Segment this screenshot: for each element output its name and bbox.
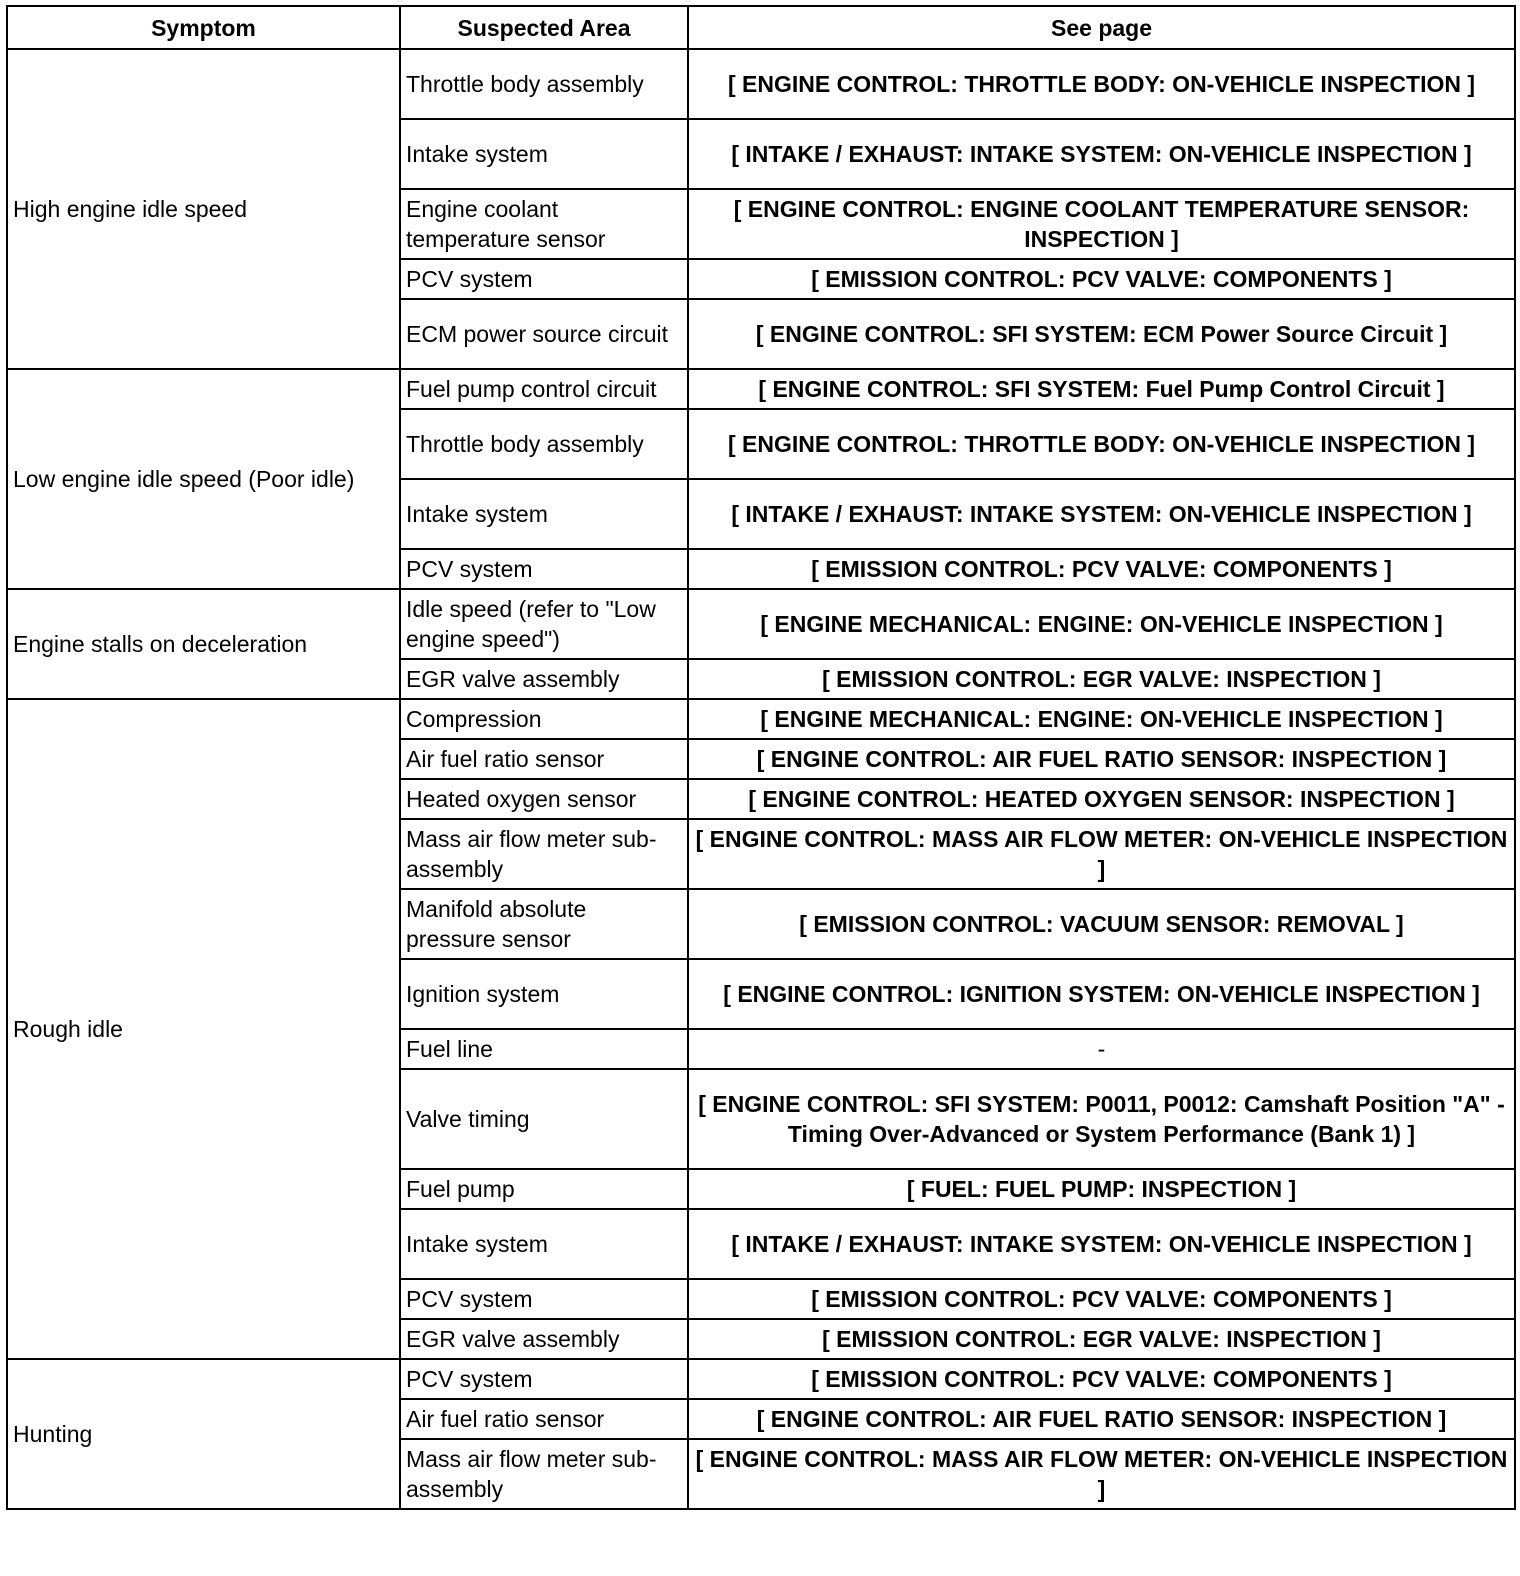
suspected-area-cell: EGR valve assembly <box>400 659 688 699</box>
header-symptom: Symptom <box>7 6 400 49</box>
suspected-area-cell: Air fuel ratio sensor <box>400 1399 688 1439</box>
table-row <box>7 699 1515 739</box>
see-page-link[interactable]: [ ENGINE CONTROL: MASS AIR FLOW METER: ON-VEHICLE INSPECTION ] <box>688 819 1515 889</box>
suspected-area-cell: Throttle body assembly <box>400 49 688 119</box>
suspected-area-cell: Intake system <box>400 479 688 549</box>
see-page-link[interactable]: [ FUEL: FUEL PUMP: INSPECTION ] <box>688 1169 1515 1209</box>
troubleshooting-table <box>6 5 1516 1510</box>
see-page-link[interactable]: [ INTAKE / EXHAUST: INTAKE SYSTEM: ON-VEHICLE INSPECTION ] <box>688 119 1515 189</box>
symptom-cell: High engine idle speed <box>7 49 400 369</box>
header-see-page: See page <box>688 6 1515 49</box>
see-page-link[interactable]: [ ENGINE CONTROL: AIR FUEL RATIO SENSOR: INSPECTION ] <box>688 1399 1515 1439</box>
symptom-cell: Engine stalls on deceleration <box>7 589 400 699</box>
suspected-area-cell: Idle speed (refer to "Low engine speed") <box>400 589 688 659</box>
table-row <box>7 369 1515 409</box>
suspected-area-cell: Mass air flow meter sub-assembly <box>400 1439 688 1509</box>
see-page-link[interactable]: [ INTAKE / EXHAUST: INTAKE SYSTEM: ON-VEHICLE INSPECTION ] <box>688 479 1515 549</box>
suspected-area-cell: Throttle body assembly <box>400 409 688 479</box>
table-row <box>7 49 1515 119</box>
suspected-area-cell: Ignition system <box>400 959 688 1029</box>
suspected-area-cell: Manifold absolute pressure sensor <box>400 889 688 959</box>
see-page-link[interactable]: [ ENGINE CONTROL: SFI SYSTEM: Fuel Pump Control Circuit ] <box>688 369 1515 409</box>
suspected-area-cell: Air fuel ratio sensor <box>400 739 688 779</box>
see-page-link[interactable]: [ ENGINE MECHANICAL: ENGINE: ON-VEHICLE INSPECTION ] <box>688 699 1515 739</box>
see-page-link[interactable]: [ INTAKE / EXHAUST: INTAKE SYSTEM: ON-VEHICLE INSPECTION ] <box>688 1209 1515 1279</box>
suspected-area-cell: Fuel line <box>400 1029 688 1069</box>
suspected-area-cell: ECM power source circuit <box>400 299 688 369</box>
suspected-area-cell: PCV system <box>400 1359 688 1399</box>
see-page-link[interactable]: [ ENGINE MECHANICAL: ENGINE: ON-VEHICLE INSPECTION ] <box>688 589 1515 659</box>
see-page-link[interactable]: [ ENGINE CONTROL: AIR FUEL RATIO SENSOR: INSPECTION ] <box>688 739 1515 779</box>
suspected-area-cell: Fuel pump control circuit <box>400 369 688 409</box>
suspected-area-cell: PCV system <box>400 549 688 589</box>
suspected-area-cell: Fuel pump <box>400 1169 688 1209</box>
see-page-link[interactable]: [ ENGINE CONTROL: THROTTLE BODY: ON-VEHICLE INSPECTION ] <box>688 49 1515 119</box>
suspected-area-cell: Valve timing <box>400 1069 688 1169</box>
see-page-link[interactable]: [ ENGINE CONTROL: MASS AIR FLOW METER: ON-VEHICLE INSPECTION ] <box>688 1439 1515 1509</box>
see-page-link[interactable]: [ EMISSION CONTROL: EGR VALVE: INSPECTION ] <box>688 659 1515 699</box>
see-page-link[interactable]: [ EMISSION CONTROL: EGR VALVE: INSPECTION ] <box>688 1319 1515 1359</box>
header-row <box>7 6 1515 49</box>
see-page-link[interactable]: [ ENGINE CONTROL: ENGINE COOLANT TEMPERATURE SENSOR: INSPECTION ] <box>688 189 1515 259</box>
see-page-link[interactable]: [ ENGINE CONTROL: THROTTLE BODY: ON-VEHICLE INSPECTION ] <box>688 409 1515 479</box>
suspected-area-cell: Heated oxygen sensor <box>400 779 688 819</box>
symptom-cell: Rough idle <box>7 699 400 1359</box>
suspected-area-cell: Intake system <box>400 119 688 189</box>
suspected-area-cell: Compression <box>400 699 688 739</box>
suspected-area-cell: Engine coolant temperature sensor <box>400 189 688 259</box>
suspected-area-cell: Intake system <box>400 1209 688 1279</box>
see-page-link[interactable]: [ EMISSION CONTROL: PCV VALVE: COMPONENTS ] <box>688 1279 1515 1319</box>
see-page-link[interactable]: [ ENGINE CONTROL: HEATED OXYGEN SENSOR: INSPECTION ] <box>688 779 1515 819</box>
symptom-cell: Low engine idle speed (Poor idle) <box>7 369 400 589</box>
see-page-link[interactable]: [ ENGINE CONTROL: SFI SYSTEM: P0011, P0012: Camshaft Position "A" - Timing Over-Advanced or System Performance (Bank 1) ] <box>688 1069 1515 1169</box>
see-page-link[interactable]: [ ENGINE CONTROL: IGNITION SYSTEM: ON-VEHICLE INSPECTION ] <box>688 959 1515 1029</box>
suspected-area-cell: Mass air flow meter sub-assembly <box>400 819 688 889</box>
see-page-link[interactable]: [ EMISSION CONTROL: PCV VALVE: COMPONENTS ] <box>688 1359 1515 1399</box>
see-page-link[interactable]: [ EMISSION CONTROL: PCV VALVE: COMPONENTS ] <box>688 259 1515 299</box>
see-page-link[interactable]: [ EMISSION CONTROL: VACUUM SENSOR: REMOVAL ] <box>688 889 1515 959</box>
suspected-area-cell: EGR valve assembly <box>400 1319 688 1359</box>
see-page-empty: - <box>688 1029 1515 1069</box>
table-row <box>7 589 1515 659</box>
suspected-area-cell: PCV system <box>400 259 688 299</box>
see-page-link[interactable]: [ EMISSION CONTROL: PCV VALVE: COMPONENTS ] <box>688 549 1515 589</box>
symptom-cell: Hunting <box>7 1359 400 1509</box>
see-page-link[interactable]: [ ENGINE CONTROL: SFI SYSTEM: ECM Power Source Circuit ] <box>688 299 1515 369</box>
table-row <box>7 1359 1515 1399</box>
suspected-area-cell: PCV system <box>400 1279 688 1319</box>
header-suspected-area: Suspected Area <box>400 6 688 49</box>
